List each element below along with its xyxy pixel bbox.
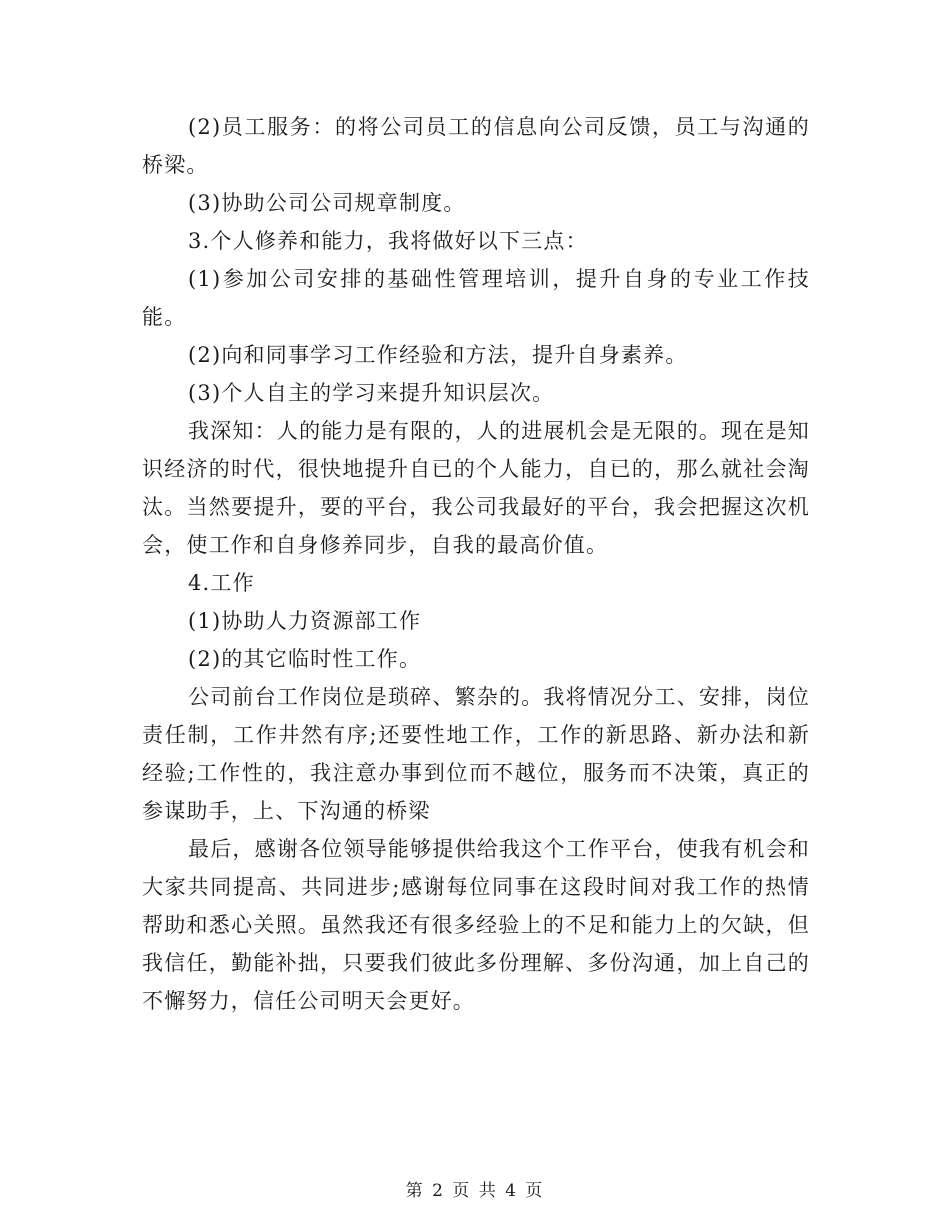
page-number-footer: 第 2 页 共 4 页 bbox=[405, 1181, 545, 1201]
paragraph-5: (2)向和同事学习工作经验和方法，提升自身素养。 bbox=[188, 343, 688, 367]
paragraph-6: (3)个人自主的学习来提升知识层次。 bbox=[188, 381, 555, 405]
paragraph-4: (1)参加公司安排的基础性管理培训，提升自身的专业工作技能。 bbox=[142, 267, 810, 329]
paragraph-12: 最后，感谢各位领导能够提供给我这个工作平台，使我有机会和大家共同提高、共同进步;感谢每位同事在这段时间对我工作的热情帮助和悉心关照。虽然我还有很多经验上的不足和能力上的欠缺，但我信任，勤能补拙，只要我们彼此多份理解、多份沟通，加上自己的不懈努力，信任公司明天会更好。 bbox=[142, 837, 810, 1013]
paragraph-8: 4.工作 bbox=[188, 571, 255, 595]
paragraph-11: 公司前台工作岗位是琐碎、繁杂的。我将情况分工、安排，岗位责任制，工作井然有序;还要性地工作，工作的新思路、新办法和新经验;工作性的，我注意办事到位而不越位，服务而不决策，真正的参谋助手，上、下沟通的桥梁 bbox=[142, 685, 810, 823]
paragraph-7: 我深知：人的能力是有限的，人的进展机会是无限的。现在是知识经济的时代，很快地提升自已的个人能力，自已的，那么就社会淘汰。当然要提升，要的平台，我公司我最好的平台，我会把握这次机会，使工作和自身修养同步，自我的最高价值。 bbox=[142, 419, 810, 557]
paragraph-1: (2)员工服务：的将公司员工的信息向公司反馈，员工与沟通的桥梁。 bbox=[142, 115, 810, 177]
paragraph-3: 3.个人修养和能力，我将做好以下三点： bbox=[188, 229, 588, 253]
document-body bbox=[142, 108, 810, 1020]
paragraph-2: (3)协助公司公司规章制度。 bbox=[188, 191, 466, 215]
paragraph-10: (2)的其它临时性工作。 bbox=[188, 647, 422, 671]
paragraph-9: (1)协助人力资源部工作 bbox=[188, 609, 422, 633]
